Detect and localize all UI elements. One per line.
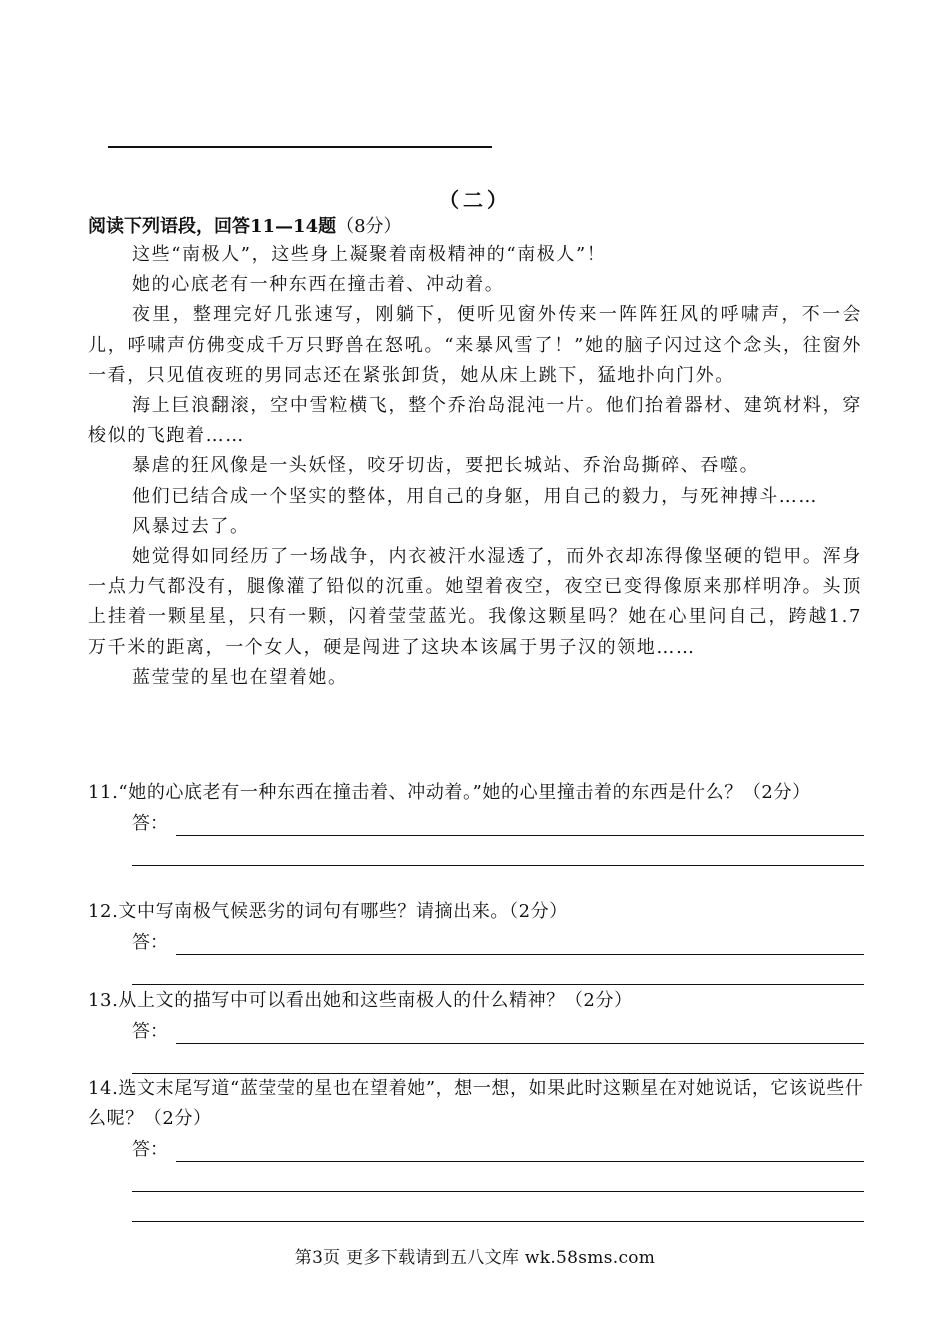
page-footer: 第3页 更多下载请到五八文库 wk.58sms.com [294,1248,656,1268]
answer-label: 答： [132,813,168,834]
passage-paragraph: 海上巨浪翻滚，空中雪粒横飞，整个乔治岛混沌一片。他们抬着器材、建筑材料，穿梭似的飞跑着…… [88,395,862,447]
answer-row [88,1164,878,1194]
answer-row [88,808,878,838]
passage-paragraph: 蓝莹莹的星也在望着她。 [132,666,348,688]
question-text: 12.文中写南极气候恶劣的词句有哪些？请摘出来。（2分） [88,901,568,922]
answer-label: 答： [132,1021,168,1042]
answer-line[interactable] [132,984,864,985]
answer-label: 答： [132,1139,168,1160]
answer-row [88,838,878,868]
instruction [88,214,402,240]
question-text: 11.“她的心底老有一种东西在撞击着、冲动着。”她的心里撞击着的东西是什么？（2分） [88,782,811,803]
answer-row [88,1134,878,1164]
answer-row [88,957,878,987]
answer-row [88,1016,878,1046]
answer-row [88,927,878,957]
passage-paragraph: 暴虐的狂风像是一头妖怪，咬牙切齿，要把长城站、乔治岛撕碎、吞噬。 [132,455,760,477]
answer-line[interactable] [176,954,864,955]
top-divider-line [108,146,492,148]
passage-paragraph: 她觉得如同经历了一场战争，内衣被汗水湿透了，而外衣却冻得像坚硬的铠甲。浑身一点力气都没有，腿像灌了铅似的沉重。她望着夜空，夜空已变得像原来那样明净。头顶上挂着一颗星星，只有一颗，闪着莹莹蓝光。我像这颗星吗？她在心里问自己，跨越1.7万千米的距离，一个女人，硬是闯进了这块本该属于男子汉的领地…… [88,546,862,658]
question-11 [88,778,878,868]
reading-passage [88,240,862,693]
question-text: 14.选文末尾写道“蓝莹莹的星也在望着她”，想一想，如果此时这颗星在对她说话，它该说些什么呢？（2分） [88,1078,864,1129]
question-14 [88,1074,878,1224]
instruction-score: （8分） [336,216,402,237]
answer-row [88,1046,878,1076]
question-12 [88,897,878,987]
section-title: （二） [439,188,511,212]
answer-line[interactable] [176,1161,864,1162]
question-13 [88,986,878,1076]
passage-paragraph: 她的心底老有一种东西在撞击着、冲动着。 [132,274,505,296]
answer-line[interactable] [176,1043,864,1044]
passage-paragraph: 夜里，整理完好几张速写，刚躺下，便听见窗外传来一阵阵狂风的呼啸声，不一会儿，呼啸声仿佛变成千万只野兽在怒吼。“来暴风雪了！”她的脑子闪过这个念头，往窗外一看，只见值夜班的男同志还在紧张卸货，她从床上跳下，猛地扑向门外。 [88,304,862,386]
answer-line[interactable] [132,1191,864,1192]
answer-line[interactable] [176,835,864,836]
passage-paragraph: 风暴过去了。 [132,515,250,537]
answer-line[interactable] [132,1221,864,1222]
passage-paragraph: 他们已结合成一个坚实的整体，用自己的身躯，用自己的毅力，与死神搏斗…… [132,485,818,507]
instruction-text: 阅读下列语段，回答11—14题 [88,216,337,237]
answer-line[interactable] [132,865,864,866]
answer-row [88,1194,878,1224]
answer-label: 答： [132,932,168,953]
question-text: 13.从上文的描写中可以看出她和这些南极人的什么精神？（2分） [88,990,633,1011]
passage-paragraph: 这些“南极人”，这些身上凝聚着南极精神的“南极人”！ [132,244,607,265]
